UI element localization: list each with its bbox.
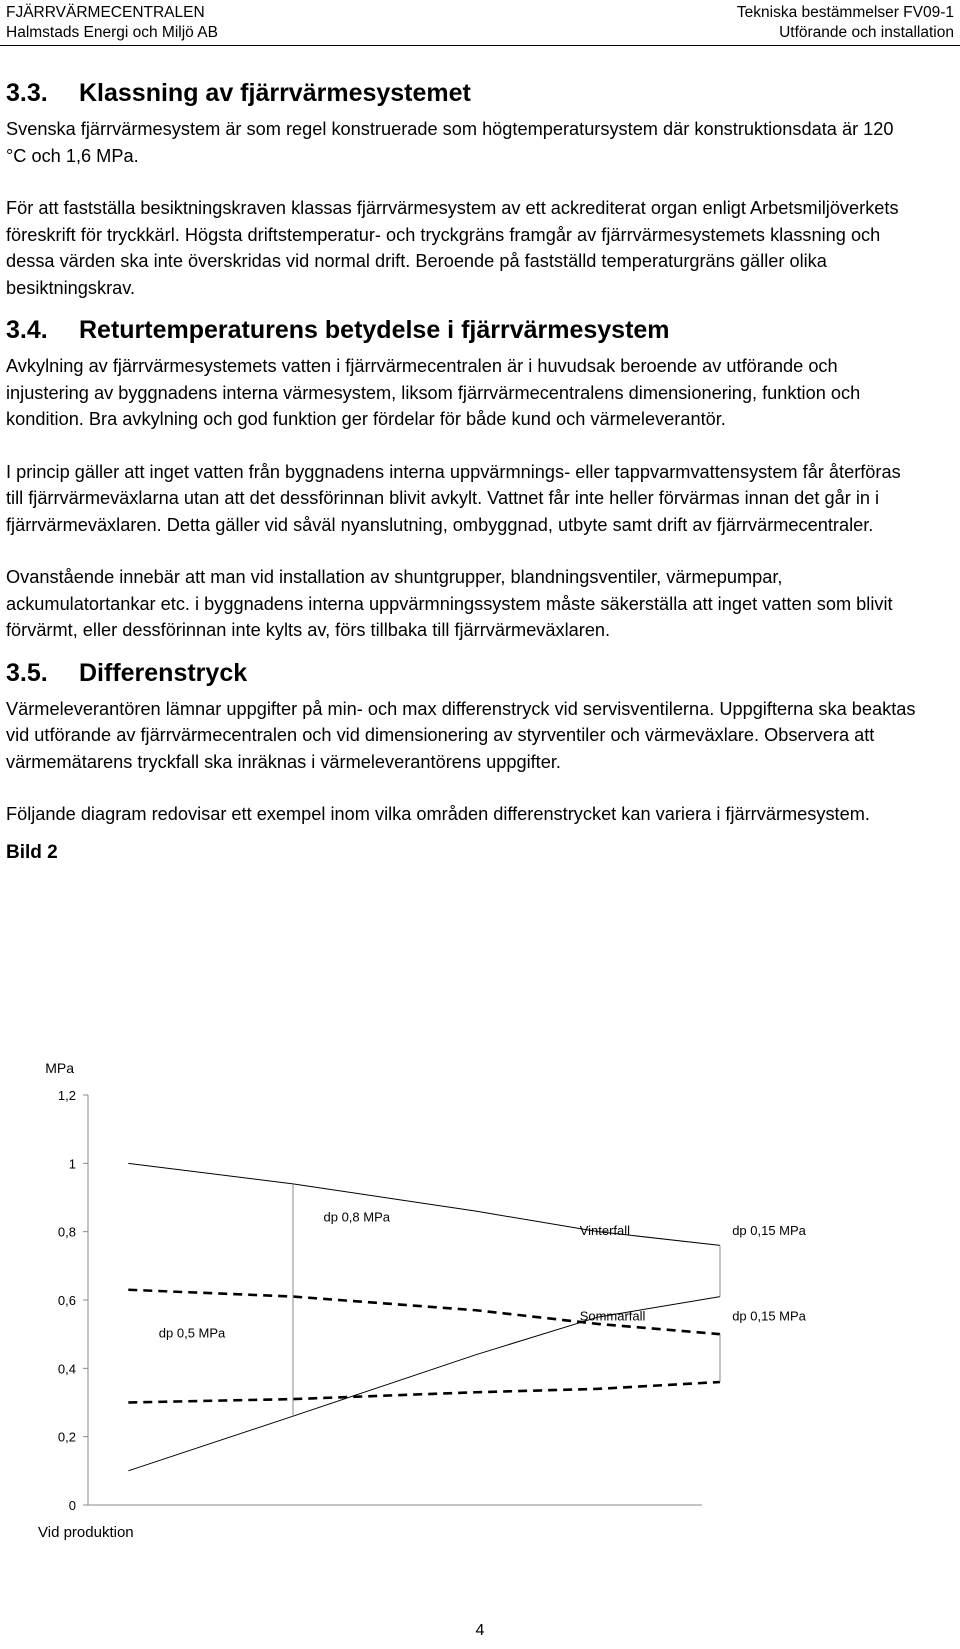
chart-annotation: Vinterfall [579,1223,631,1239]
section-number: 3.4. [6,316,48,344]
section-number: 3.5. [6,658,48,687]
y-tick-label: 0,8 [57,1224,76,1240]
section-title: Returtemperaturens betydelse i fjärrvärmesystem [79,316,670,344]
section-title: Differenstryck [79,658,248,687]
x-axis-label: Vid produktion [38,1524,134,1541]
header-company-name: Halmstads Energi och Miljö AB [6,24,218,41]
paragraph: I princip gäller att inget vatten från byggnadens interna uppvärmnings- eller tappvarmvattensystem får återföras till fjärrvärmeväxlarna utan att det dessförinnan blivit avkylt. Vattnet får inte heller förvärmas innan det går in i fjärrvärmeväxlaren. Detta gäller vid såväl nyanslutning, ombyggnad, utbyte samt drift av fjärrvärmecentraler. [6,461,901,535]
chart-annotation: dp 0,5 MPa [158,1325,226,1341]
section-heading [6,76,918,110]
y-axis-label: MPa [45,1060,74,1076]
pressure-diagram [0,1045,960,1565]
section-3-4 [6,313,918,644]
document-body [6,76,918,866]
section-3-3 [6,76,918,301]
paragraph: För att fastställa besiktningskraven klassas fjärrvärmesystem av ett ackrediterat organ enligt Arbetsmiljöverkets föreskrift för tryckkärl. Högsta driftstemperatur- och tryckgräns framgår av fjärrvärmesystemets klassning och dessa värden ska inte överskridas vid normal drift. Beroende på fastställd temperaturgräns gäller olika besiktningskrav. [6,198,899,298]
series-line-vinter_supply [128,1163,720,1245]
section-heading [6,313,918,347]
figure-label: Bild 2 [6,841,58,863]
paragraph: Svenska fjärrvärmesystem är som regel konstruerade som högtemperatursystem där konstruktionsdata är 120 °C och 1,6 MPa. [6,119,894,166]
chart-annotation: Sommarfall [579,1308,646,1324]
header-document-subtitle: Utförande och installation [779,24,954,41]
y-tick-label: 0,6 [57,1293,76,1308]
chart-svg [0,1045,960,1565]
chart-annotation: dp 0,8 MPa [323,1209,390,1225]
header-divider [0,45,960,46]
y-tick-label: 1 [68,1156,76,1172]
y-tick-label: 0,4 [57,1361,76,1377]
y-tick-label: 0 [68,1498,76,1513]
section-number: 3.3. [6,79,48,107]
header-document-title: Tekniska bestämmelser FV09-1 [736,4,954,21]
series-line-sommar_return [128,1382,720,1403]
section-3-5 [6,656,918,828]
chart-annotation: dp 0,15 MPa [732,1223,806,1239]
chart-annotation: dp 0,15 MPa [732,1308,806,1324]
section-heading [6,656,918,690]
section-title: Klassning av fjärrvärmesystemet [79,79,471,107]
page-header-right [737,3,954,43]
header-company-product: FJÄRRVÄRMECENTRALEN [6,4,205,21]
paragraph: Avkylning av fjärrvärmesystemets vatten i fjärrvärmecentralen är i huvudsak beroende av utförande och injustering av byggnadens interna värmesystem, liksom fjärrvärmecentralens dimensionering, funktion och kondition. Bra avkylning och god funktion ger fördelar för både kund och värmeleverantör. [6,356,861,429]
page-header-left [6,3,218,43]
paragraph: Ovanstående innebär att man vid installation av shuntgrupper, blandningsventiler, värmepumpar, ackumulatortankar etc. i byggnadens interna uppvärmningssystem måste säkerställa att inget vatten som blivit förvärmt, eller dessförinnan inte kylts av, förs tillbaka till fjärrvärmeväxlaren. [6,567,893,640]
y-tick-label: 0,2 [57,1429,76,1445]
paragraph: Följande diagram redovisar ett exempel inom vilka områden differenstrycket kan variera i fjärrvärmesystem. [6,804,870,824]
page-number: 4 [475,1622,485,1639]
y-tick-label: 1,2 [57,1088,76,1103]
paragraph: Värmeleverantören lämnar uppgifter på min- och max differenstryck vid servisventilerna. Uppgifterna ska beaktas vid utförande av fjärrvärmecentralen och vid dimensionering av styrventiler och värmeväxlare. Observera att värmemätarens tryckfall ska inräknas i värmeleverantörens uppgifter. [6,698,916,772]
